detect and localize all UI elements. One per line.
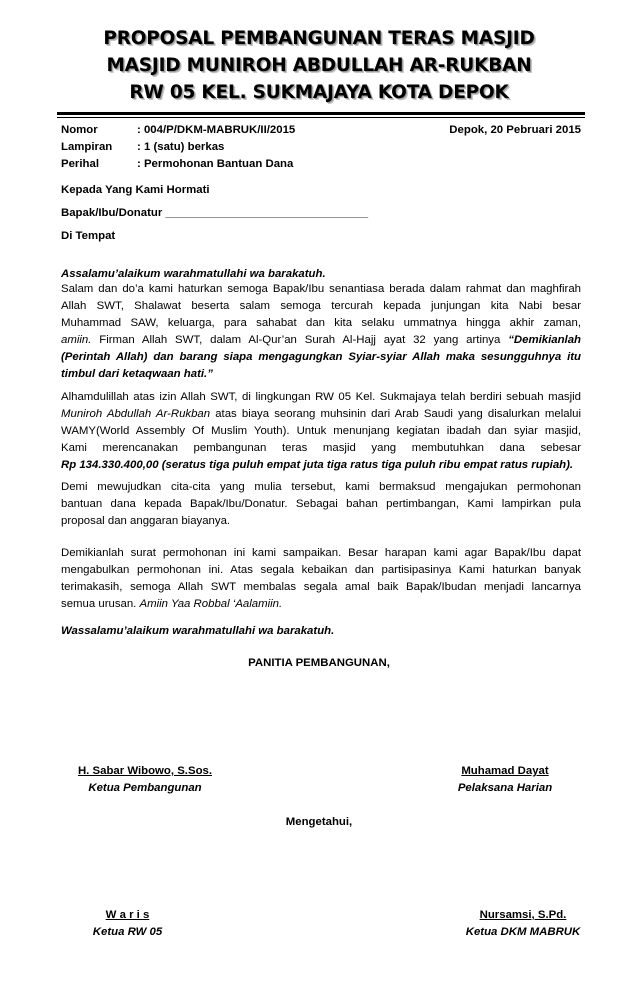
perihal-label: Perihal [61, 158, 99, 170]
p2-line-1: Alhamdulillah atas izin Allah SWT, di lingkungan RW 05 Kel. Sukmajaya telah berdiri sebuah masjid [61, 391, 581, 403]
p4-line-4-start: semua urusan. [61, 598, 140, 610]
signer-bottom-left-name: W a r i s [105, 909, 150, 921]
p1-amiin: amiin. [61, 334, 92, 346]
p2-line-3: WAMY(World Assembly Of Muslim Youth). Untuk menunjang kegiatan ibadah dan syiar masjid, [61, 425, 581, 437]
paragraph-3 [61, 479, 581, 530]
lampiran-label: Lampiran [61, 141, 113, 153]
recipient-line-1: Kepada Yang Kami Hormati [61, 184, 210, 196]
p2-line-5 [61, 457, 581, 474]
closing-salutation: Wassalamu’alaikum warahmatullahi wa barakatuh. [61, 625, 335, 637]
p3-line-2: bantuan dana kepada Bapak/Ibu/Donatur. Sebagai bahan pertimbangan, Kami lampirkan pula [61, 498, 581, 510]
lampiran-value: : 1 (satu) berkas [137, 141, 225, 153]
p1-line-2: Allah SWT, Shalawat beserta salam semoga tercurah kepada junjungan kita Nabi besar [61, 300, 581, 312]
nomor-value: : 004/P/DKM-MABRUK/II/2015 [137, 124, 296, 136]
signer-bottom-right-name: Nursamsi, S.Pd. [479, 909, 567, 921]
amiin-closing: Amiin Yaa Robbal ‘Aalamiin. [139, 598, 283, 610]
p4-line-3: terimakasih, semoga Allah SWT membalas segala amal baik Bapak/Ibudan menjadi lancarnya [61, 581, 581, 593]
fund-amount-words: (seratus tiga puluh empat juta tiga ratus tiga puluh ribu empat ratus rupiah). [158, 459, 574, 471]
p4-line-1: Demikianlah surat permohonan ini kami sampaikan. Besar harapan kami agar Bapak/Ibu dapat [61, 547, 581, 559]
paragraph-4 [61, 545, 581, 613]
fund-amount: Rp 134.330.400,00 [61, 459, 159, 471]
p2-line-2 [61, 406, 581, 423]
signer-left-name: H. Sabar Wibowo, S.Sos. [77, 765, 213, 777]
header-title-line-1: PROPOSAL PEMBANGUNAN TERAS MASJID [103, 28, 535, 49]
header-rule-thin [57, 117, 585, 118]
signer-bottom-left-title: Ketua RW 05 [92, 926, 163, 938]
p2-line-2-rest: atas biaya seorang muhsinin dari Arab Saudi yang disalurkan melalui [210, 408, 581, 420]
header-rule-thick [57, 112, 585, 115]
p3-line-3: proposal dan anggaran biayanya. [61, 515, 231, 527]
signer-right-title: Pelaksana Harian [457, 782, 553, 794]
p1-line-6: timbul dari ketaqwaan hati.” [61, 368, 213, 380]
header-title-line-2: MASJID MUNIROH ABDULLAH AR-RUKBAN [106, 55, 532, 76]
recipient-line-3: Di Tempat [61, 230, 116, 242]
perihal-value: : Permohonan Bantuan Dana [137, 158, 294, 170]
p2-line-4: Kami merencanakan pembangunan teras masjid yang membutuhkan dana sebesar [61, 442, 581, 454]
signer-bottom-right-title: Ketua DKM MABRUK [465, 926, 581, 938]
p4-line-2: mengabulkan permohonan ini. Atas segala kebaikan dan partisipasinya Kami haturkan banyak [61, 564, 581, 576]
p1-quote-start: “Demikianlah [508, 334, 581, 346]
masjid-name: Muniroh Abdullah Ar-Rukban [61, 408, 211, 420]
paragraph-2 [61, 389, 581, 474]
header-title-line-3: RW 05 KEL. SUKMAJAYA KOTA DEPOK [129, 82, 509, 103]
committee-label: PANITIA PEMBANGUNAN, [248, 657, 390, 669]
signer-left-title: Ketua Pembangunan [88, 782, 202, 794]
p1-line-5: (Perintah Allah) dan barang siapa mengagungkan Syiar-syiar Allah maka sesungguhnya itu [61, 351, 581, 363]
p1-line-3: Muhammad SAW, keluarga, para sahabat dan kita selaku ummatnya hingga akhir zaman, [61, 317, 581, 329]
p4-line-4 [61, 596, 581, 613]
paragraph-1 [61, 281, 581, 383]
p1-firman: Firman Allah SWT, dalam Al-Qur’an Surah Al-Hajj ayat 32 yang artinya [91, 334, 509, 346]
greeting: Assalamu’alaikum warahmatullahi wa barakatuh. [61, 268, 326, 280]
acknowledged-label: Mengetahui, [285, 816, 353, 828]
p3-line-1: Demi mewujudkan cita-cita yang mulia tersebut, kami bermaksud mengajukan permohonan [61, 481, 581, 493]
p1-line-1: Salam dan do’a kami haturkan semoga Bapak/Ibu senantiasa berada dalam rahmat dan maghfirah [61, 283, 581, 295]
recipient-line-2: Bapak/Ibu/Donatur ________________________________ [61, 207, 369, 219]
p1-line-4 [61, 332, 581, 349]
nomor-label: Nomor [61, 124, 98, 136]
signer-right-name: Muhamad Dayat [461, 765, 549, 777]
place-date: Depok, 20 Pebruari 2015 [449, 124, 581, 136]
